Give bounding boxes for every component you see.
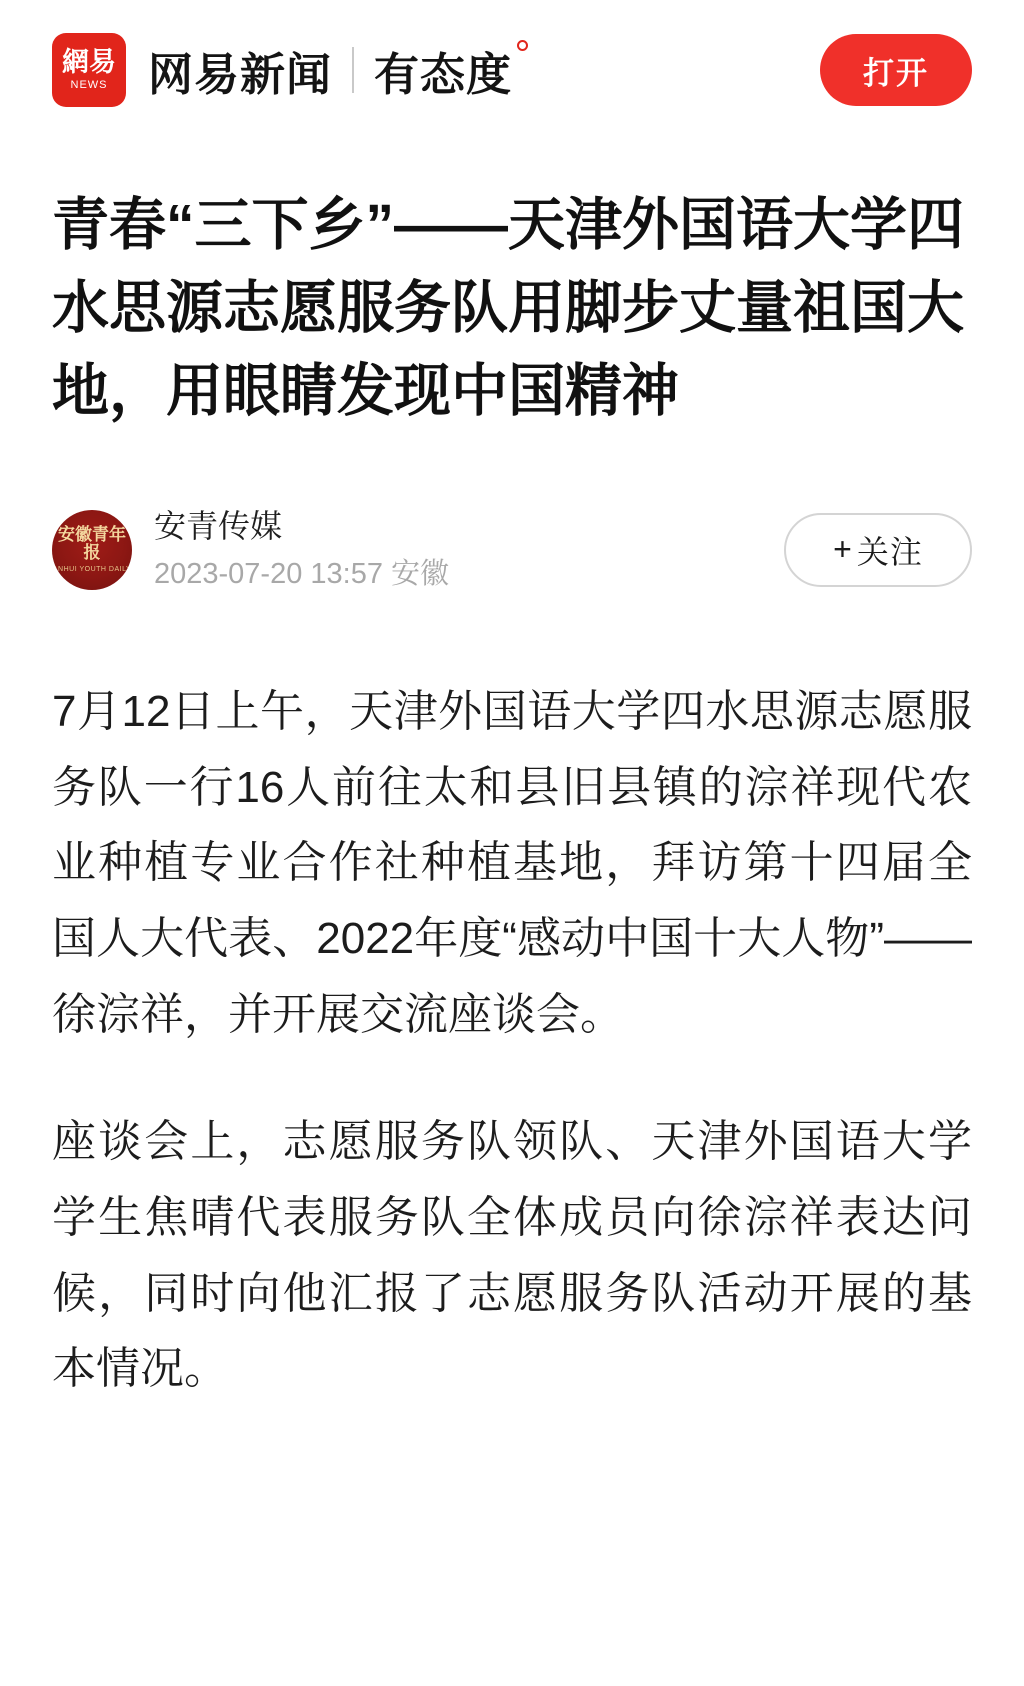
publisher-avatar[interactable] [52,510,132,590]
follow-button-label: 关注 [856,533,923,570]
brand-divider [352,47,354,93]
article-headline: 青春“三下乡”——天津外国语大学四水思源志愿服务队用脚步丈量祖国大地，用眼睛发现中国精神 [52,193,964,424]
brand-slogan [374,38,512,103]
slogan-dot-icon [517,40,528,51]
publish-time-location: 2023-07-20 13:57 安徽 [154,558,450,591]
netease-news-logo-icon[interactable] [52,33,126,107]
brand-group[interactable] [52,33,820,107]
logo-en-text: NEWS [70,78,108,91]
article-paragraph: 7月12日上午，天津外国语大学四水思源志愿服务队一行16人前往太和县旧县镇的淙祥现代农业种植专业合作社种植基地，拜访第十四届全国人大代表、2022年度“感动中国十大人物”——徐淙祥，并开展交流座谈会。 [52,686,972,1039]
article-byline [52,506,972,594]
brand-slogan-text: 有态度 [374,48,513,100]
avatar-line2: ANHUI YOUTH DAILY [52,566,132,574]
brand-title: 网易新闻 [148,48,333,100]
avatar-line1: 安徽青年报 [58,524,126,563]
plus-icon: + [833,531,853,568]
logo-cn-text: 網易 [62,47,116,78]
publisher-name[interactable]: 安青传媒 [154,507,283,544]
app-header [52,0,972,132]
article-body [52,674,972,1447]
open-app-button[interactable]: 打开 [820,34,972,106]
byline-text-group [154,506,784,594]
article-paragraph: 座谈会上，志愿服务队领队、天津外国语大学学生焦晴代表服务队全体成员向徐淙祥表达问候，同时向他汇报了志愿服务队活动开展的基本情况。 [52,1117,972,1394]
follow-button[interactable] [784,513,972,587]
